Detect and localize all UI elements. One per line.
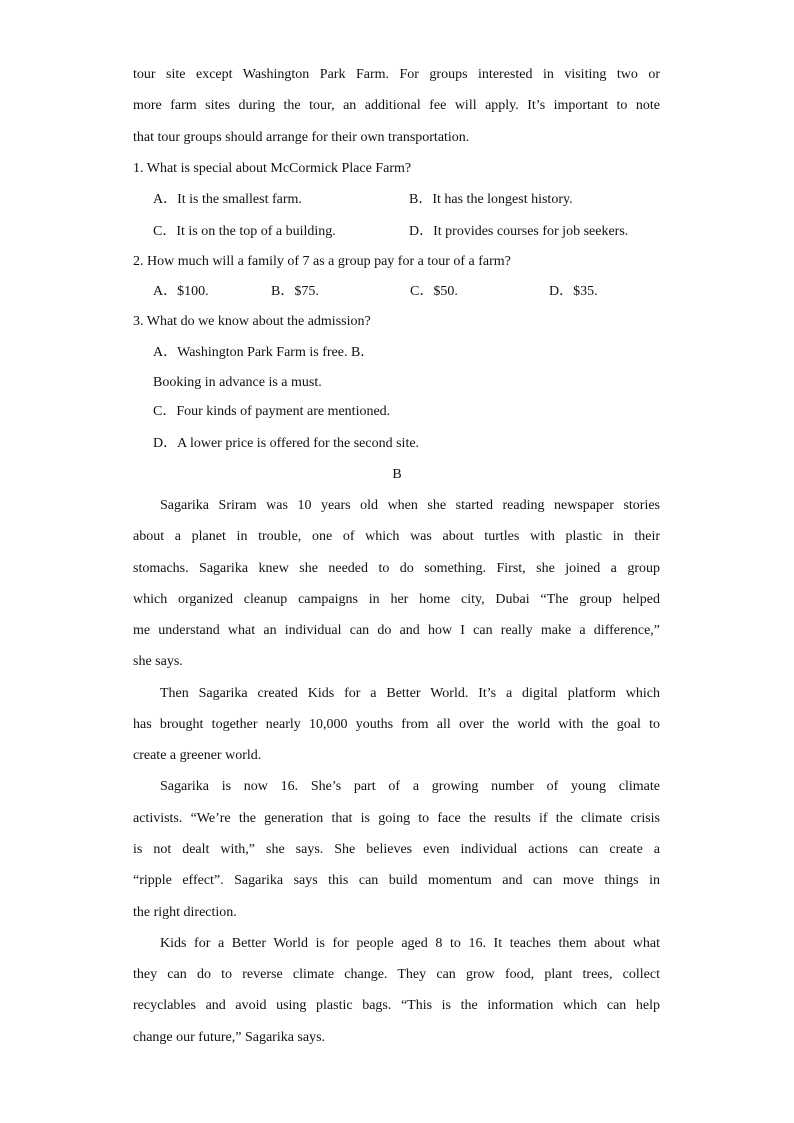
paragraph-4-line: they can do to reverse climate change. They can grow food, plant trees, collect bbox=[133, 967, 660, 982]
question-3-stem: 3. What do we know about the admission? bbox=[133, 314, 371, 329]
paragraph-2-line: has brought together nearly 10,000 youths from all over the world with the goal to bbox=[133, 717, 660, 732]
paragraph-1-line: she says. bbox=[133, 654, 183, 669]
paragraph-2-line: create a greener world. bbox=[133, 748, 262, 763]
paragraph-4-line: change our future,” Sagarika says. bbox=[133, 1030, 326, 1045]
question-2-option-c: C．$50. bbox=[410, 284, 458, 299]
paragraph-4-line: Kids for a Better World is for people aged 8 to 16. It teaches them about what bbox=[160, 936, 660, 951]
paragraph-4-line: recyclables and avoid using plastic bags. “This is the information which can help bbox=[133, 998, 660, 1013]
question-3-option-d: D．A lower price is offered for the second site. bbox=[153, 436, 420, 451]
question-2-stem: 2. How much will a family of 7 as a group pay for a tour of a farm? bbox=[133, 254, 511, 269]
paragraph-1-line: Sagarika Sriram was 10 years old when she started reading newspaper stories bbox=[160, 498, 660, 513]
paragraph-3-line: activists. “We’re the generation that is going to face the results if the climate crisis bbox=[133, 811, 660, 826]
paragraph-2-line: Then Sagarika created Kids for a Better World. It’s a digital platform which bbox=[160, 686, 660, 701]
paragraph-3-line: the right direction. bbox=[133, 905, 237, 920]
question-3-option-a: A．Washington Park Farm is free. B． bbox=[153, 345, 375, 360]
passage-a-line: that tour groups should arrange for their own transportation. bbox=[133, 130, 470, 145]
paragraph-3-line: Sagarika is now 16. She’s part of a growing number of young climate bbox=[160, 779, 660, 794]
question-3-option-c: C．Four kinds of payment are mentioned. bbox=[153, 404, 391, 419]
paragraph-1-line: which organized cleanup campaigns in her home city, Dubai “The group helped bbox=[133, 592, 660, 607]
paragraph-1-line: about a planet in trouble, one of which was about turtles with plastic in their bbox=[133, 529, 660, 544]
passage-a-line: more farm sites during the tour, an additional fee will apply. It’s important to note bbox=[133, 98, 660, 113]
question-1-option-d: D．It provides courses for job seekers. bbox=[409, 224, 629, 239]
question-2-option-b: B．$75. bbox=[271, 284, 319, 299]
question-3-option-b: Booking in advance is a must. bbox=[153, 375, 322, 390]
passage-a-line: tour site except Washington Park Farm. For groups interested in visiting two or bbox=[133, 67, 660, 82]
paragraph-1-line: stomachs. Sagarika knew she needed to do something. First, she joined a group bbox=[133, 561, 660, 576]
paragraph-3-line: is not dealt with,” she says. She believes even individual actions can create a bbox=[133, 842, 660, 857]
paragraph-1-line: me understand what an individual can do and how I can really make a difference,” bbox=[133, 623, 660, 638]
question-1-option-a: A．It is the smallest farm. bbox=[153, 192, 302, 207]
question-1-option-b: B．It has the longest history. bbox=[409, 192, 573, 207]
paragraph-3-line: “ripple effect”. Sagarika says this can build momentum and can move things in bbox=[133, 873, 660, 888]
question-2-option-a: A．$100. bbox=[153, 284, 209, 299]
section-b-heading: B bbox=[392, 467, 402, 482]
question-2-option-d: D．$35. bbox=[549, 284, 598, 299]
question-1-option-c: C．It is on the top of a building. bbox=[153, 224, 336, 239]
question-1-stem: 1. What is special about McCormick Place Farm? bbox=[133, 161, 412, 176]
